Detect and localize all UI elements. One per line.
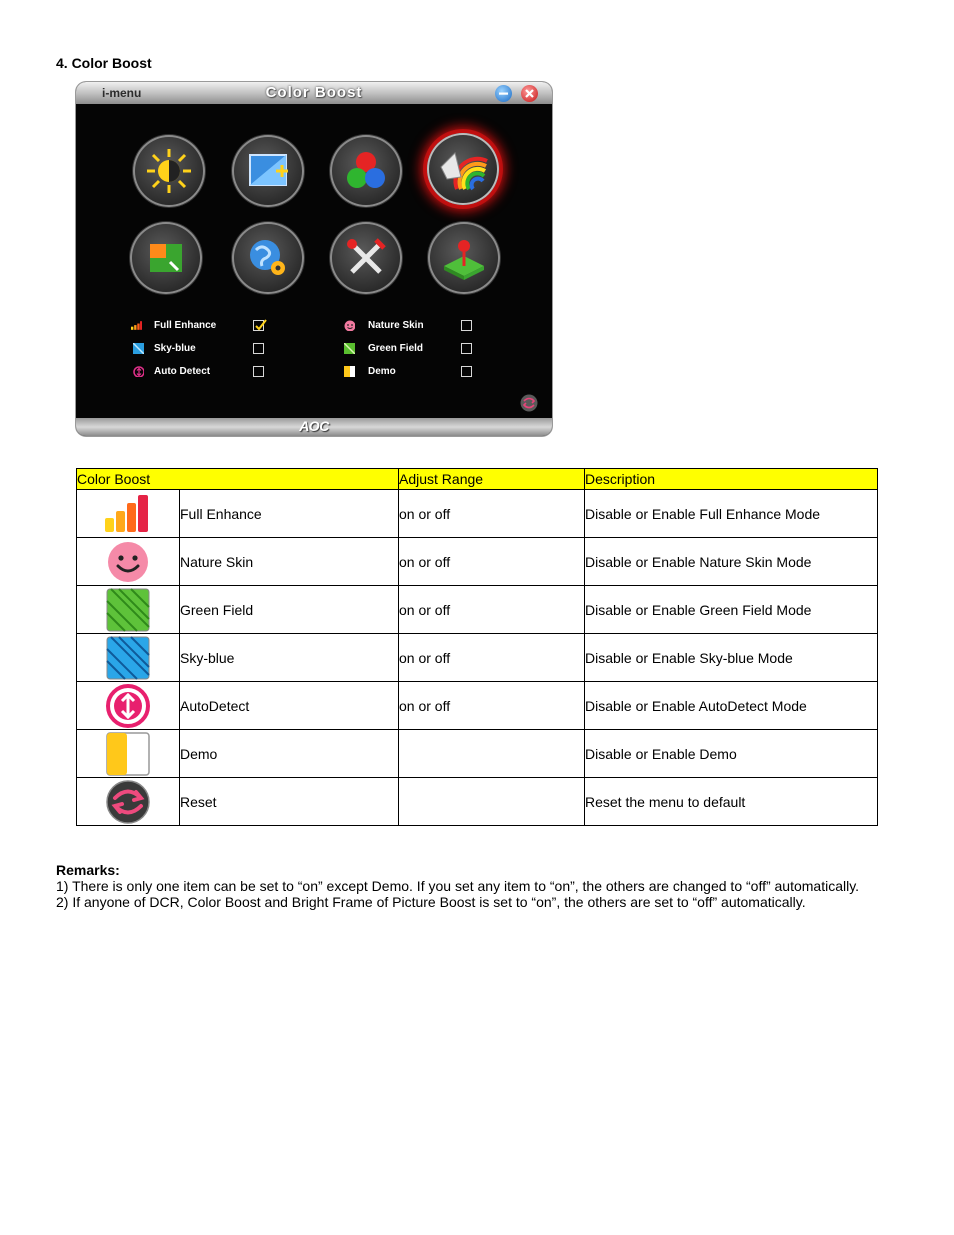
remark-item: 1) There is only one item can be set to “on” except Demo. If you set any item to “on”, the others are changed to “off” automatically. bbox=[56, 878, 860, 894]
row-range: on or off bbox=[399, 538, 585, 586]
row-description: Reset the menu to default bbox=[585, 778, 878, 826]
row-range: on or off bbox=[399, 586, 585, 634]
full-enhance-bars-icon bbox=[102, 494, 154, 534]
sky-blue-icon bbox=[106, 636, 150, 680]
green-field-icon bbox=[106, 588, 150, 632]
header-description: Description bbox=[585, 469, 878, 490]
picture-setup-icon[interactable] bbox=[232, 135, 304, 207]
osd-header bbox=[76, 82, 552, 104]
option-sky-blue: Sky-blue bbox=[154, 343, 196, 354]
row-range: on or off bbox=[399, 682, 585, 730]
sky-blue-icon bbox=[133, 343, 144, 354]
table-row bbox=[77, 490, 878, 538]
autodetect-icon bbox=[133, 366, 144, 377]
osd-window bbox=[76, 82, 552, 436]
auto-detect-checkbox[interactable] bbox=[253, 366, 264, 377]
row-range bbox=[399, 730, 585, 778]
green-field-icon bbox=[344, 343, 355, 354]
demo-checkbox[interactable] bbox=[461, 366, 472, 377]
header-color-boost: Color Boost bbox=[77, 469, 399, 490]
osd-brand: i-menu bbox=[102, 86, 142, 100]
reset-icon bbox=[105, 779, 151, 825]
close-icon[interactable] bbox=[521, 85, 538, 102]
nature-skin-smiley-icon bbox=[106, 540, 150, 584]
exit-pin-icon[interactable] bbox=[428, 222, 500, 294]
picture-boost-icon[interactable] bbox=[130, 222, 202, 294]
osd-footer bbox=[76, 418, 552, 436]
green-field-checkbox[interactable] bbox=[461, 343, 472, 354]
row-name: AutoDetect bbox=[180, 682, 399, 730]
aoc-logo: AOC bbox=[299, 418, 329, 434]
demo-icon bbox=[344, 366, 355, 377]
table-row bbox=[77, 634, 878, 682]
color-boost-table bbox=[76, 468, 878, 826]
table-row bbox=[77, 730, 878, 778]
nature-skin-smiley-icon bbox=[344, 320, 355, 331]
autodetect-icon bbox=[105, 683, 151, 729]
remarks-title: Remarks: bbox=[56, 862, 120, 878]
option-nature-skin: Nature Skin bbox=[368, 320, 424, 331]
row-description: Disable or Enable Full Enhance Mode bbox=[585, 490, 878, 538]
sky-blue-checkbox[interactable] bbox=[253, 343, 264, 354]
table-header-row bbox=[77, 469, 878, 490]
section-title: 4. Color Boost bbox=[56, 55, 152, 71]
row-description: Disable or Enable Nature Skin Mode bbox=[585, 538, 878, 586]
row-description: Disable or Enable Sky-blue Mode bbox=[585, 634, 878, 682]
row-range: on or off bbox=[399, 490, 585, 538]
header-adjust-range: Adjust Range bbox=[399, 469, 585, 490]
row-name: Reset bbox=[180, 778, 399, 826]
row-description: Disable or Enable Demo bbox=[585, 730, 878, 778]
row-name: Full Enhance bbox=[180, 490, 399, 538]
remark-item: 2) If anyone of DCR, Color Boost and Bright Frame of Picture Boost is set to “on”, the others are set to “off” automatically. bbox=[56, 894, 806, 910]
minimize-icon[interactable] bbox=[495, 85, 512, 102]
row-description: Disable or Enable AutoDetect Mode bbox=[585, 682, 878, 730]
remarks bbox=[56, 862, 859, 910]
color-boost-rainbow-icon[interactable] bbox=[427, 133, 499, 205]
row-range bbox=[399, 778, 585, 826]
table-row bbox=[77, 778, 878, 826]
reset-icon[interactable] bbox=[520, 394, 538, 412]
row-description: Disable or Enable Green Field Mode bbox=[585, 586, 878, 634]
row-range: on or off bbox=[399, 634, 585, 682]
tools-icon[interactable] bbox=[330, 222, 402, 294]
row-name: Nature Skin bbox=[180, 538, 399, 586]
row-name: Sky-blue bbox=[180, 634, 399, 682]
color-balls-icon[interactable] bbox=[330, 135, 402, 207]
full-enhance-checkbox[interactable] bbox=[253, 320, 264, 331]
option-green-field: Green Field bbox=[368, 343, 424, 354]
osd-title: Color Boost bbox=[265, 84, 363, 101]
table-row bbox=[77, 538, 878, 586]
row-name: Demo bbox=[180, 730, 399, 778]
osd-setup-globe-icon[interactable] bbox=[232, 222, 304, 294]
brightness-icon[interactable] bbox=[133, 135, 205, 207]
table-row bbox=[77, 586, 878, 634]
option-full-enhance: Full Enhance bbox=[154, 320, 217, 331]
table-row bbox=[77, 682, 878, 730]
nature-skin-checkbox[interactable] bbox=[461, 320, 472, 331]
option-demo: Demo bbox=[368, 366, 396, 377]
demo-icon bbox=[105, 731, 151, 777]
row-name: Green Field bbox=[180, 586, 399, 634]
option-auto-detect: Auto Detect bbox=[154, 366, 211, 377]
full-enhance-bars-icon bbox=[131, 320, 142, 331]
